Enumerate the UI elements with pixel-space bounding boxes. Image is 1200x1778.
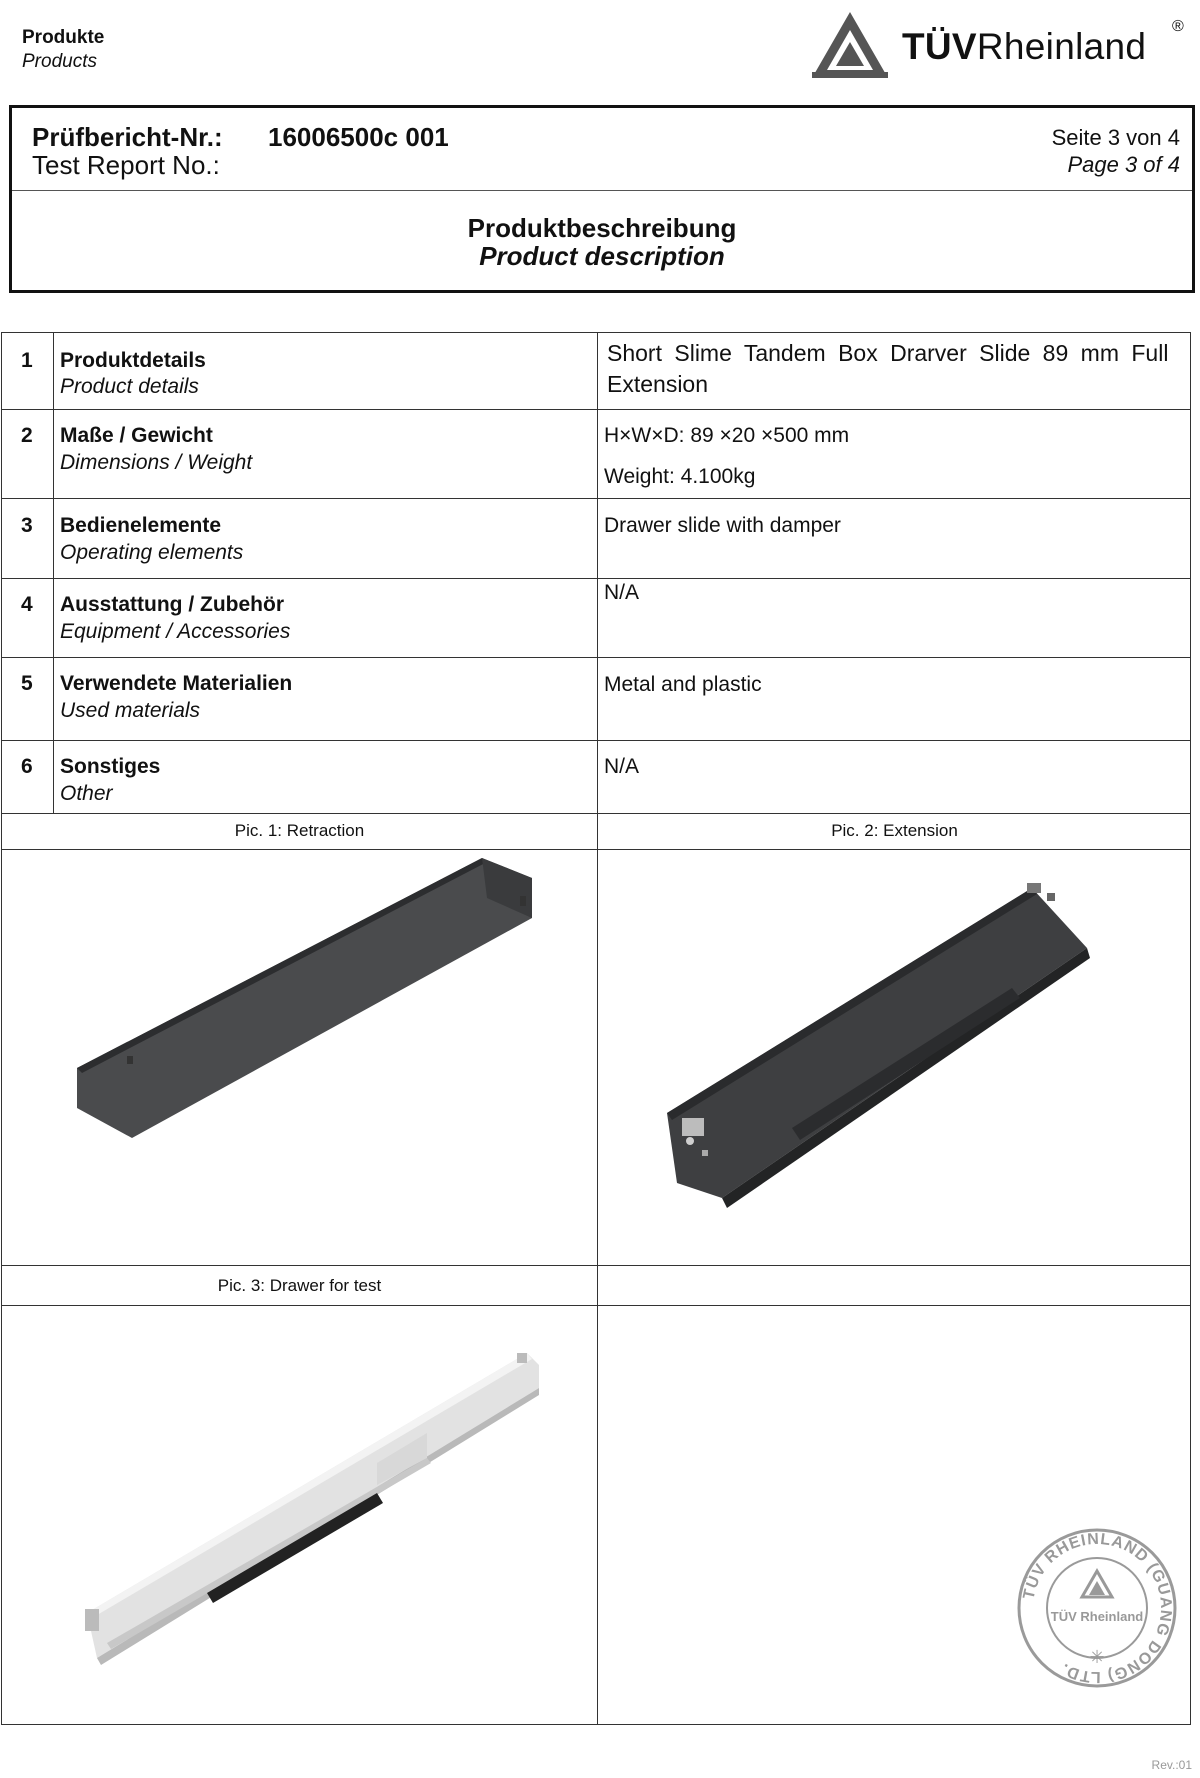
other-value: N/A bbox=[604, 755, 640, 778]
section-title-english: Product description bbox=[479, 241, 725, 271]
report-number: 16006500c 001 bbox=[268, 122, 449, 152]
pic2-caption: Pic. 2: Extension bbox=[831, 821, 958, 840]
product-description-table bbox=[1, 332, 1191, 1725]
row-number: 3 bbox=[21, 514, 33, 537]
tuv-stamp-seal bbox=[1012, 1523, 1182, 1693]
logo-wordmark: TÜVRheinland bbox=[902, 26, 1147, 67]
row-divider bbox=[2, 1305, 1190, 1306]
row-divider bbox=[2, 1265, 1190, 1266]
row-divider bbox=[2, 849, 1190, 850]
page-number-german: Seite 3 von 4 bbox=[1051, 125, 1180, 150]
row-divider bbox=[2, 409, 1190, 410]
stamp-center-text: TÜV Rheinland bbox=[1050, 1609, 1144, 1624]
row-label-english: Other bbox=[60, 782, 113, 805]
category-german: Produkte bbox=[22, 27, 105, 48]
page-number-english: Page 3 of 4 bbox=[1067, 152, 1180, 177]
report-number-label-english: Test Report No.: bbox=[32, 150, 220, 180]
drawer-test-photo bbox=[77, 1313, 557, 1713]
row-label-english: Product details bbox=[60, 375, 199, 398]
stamp-ring-text: TÜV RHEINLAND (GUANG DONG) LTD. bbox=[1020, 1530, 1175, 1686]
row-divider bbox=[2, 740, 1190, 741]
row-number: 4 bbox=[21, 593, 33, 616]
pic3-caption: Pic. 3: Drawer for test bbox=[217, 1276, 382, 1295]
row-number: 2 bbox=[21, 424, 33, 447]
row-divider bbox=[2, 578, 1190, 579]
extension-photo bbox=[642, 858, 1162, 1258]
row-label-german: Bedienelemente bbox=[60, 514, 222, 537]
tuv-rheinland-logo bbox=[810, 8, 1190, 82]
row-number: 1 bbox=[21, 349, 33, 372]
row-label-german: Ausstattung / Zubehör bbox=[60, 593, 284, 616]
registered-mark: ® bbox=[1172, 18, 1184, 35]
category-english: Products bbox=[22, 51, 97, 72]
equipment-value: N/A bbox=[604, 581, 640, 604]
dimensions-value: H×W×D: 89 ×20 ×500 mm bbox=[604, 424, 850, 447]
tuv-triangle-icon bbox=[810, 8, 890, 82]
row-divider bbox=[2, 813, 1190, 814]
row-number: 6 bbox=[21, 755, 33, 778]
row-label-german: Maße / Gewicht bbox=[60, 424, 213, 447]
retraction-photo bbox=[42, 858, 562, 1258]
weight-value: Weight: 4.100kg bbox=[604, 465, 756, 488]
pic1-caption: Pic. 1: Retraction bbox=[234, 821, 365, 840]
section-title-german: Produktbeschreibung bbox=[467, 213, 737, 243]
column-divider bbox=[53, 333, 54, 813]
row-label-german: Sonstiges bbox=[60, 755, 161, 778]
row-label-english: Operating elements bbox=[60, 541, 244, 564]
row-label-english: Dimensions / Weight bbox=[60, 451, 253, 474]
materials-value: Metal and plastic bbox=[604, 673, 762, 696]
row-label-english: Used materials bbox=[60, 699, 201, 722]
svg-text:✳: ✳ bbox=[1089, 1647, 1105, 1668]
revision-label: Rev.:01 bbox=[1151, 1758, 1192, 1772]
operating-elements-value: Drawer slide with damper bbox=[604, 514, 841, 537]
row-divider bbox=[2, 498, 1190, 499]
product-details-value: Short Slime Tandem Box Drarver Slide 89 mm Full Extension bbox=[607, 340, 1169, 397]
column-divider bbox=[597, 333, 598, 1724]
row-number: 5 bbox=[21, 672, 33, 695]
row-label-german: Verwendete Materialien bbox=[60, 672, 293, 695]
row-divider bbox=[2, 657, 1190, 658]
report-header-box bbox=[9, 105, 1195, 293]
row-label-german: Produktdetails bbox=[60, 349, 206, 372]
report-number-label-german: Prüfbericht-Nr.: bbox=[32, 122, 223, 152]
divider bbox=[12, 190, 1192, 191]
row-label-english: Equipment / Accessories bbox=[60, 620, 291, 643]
